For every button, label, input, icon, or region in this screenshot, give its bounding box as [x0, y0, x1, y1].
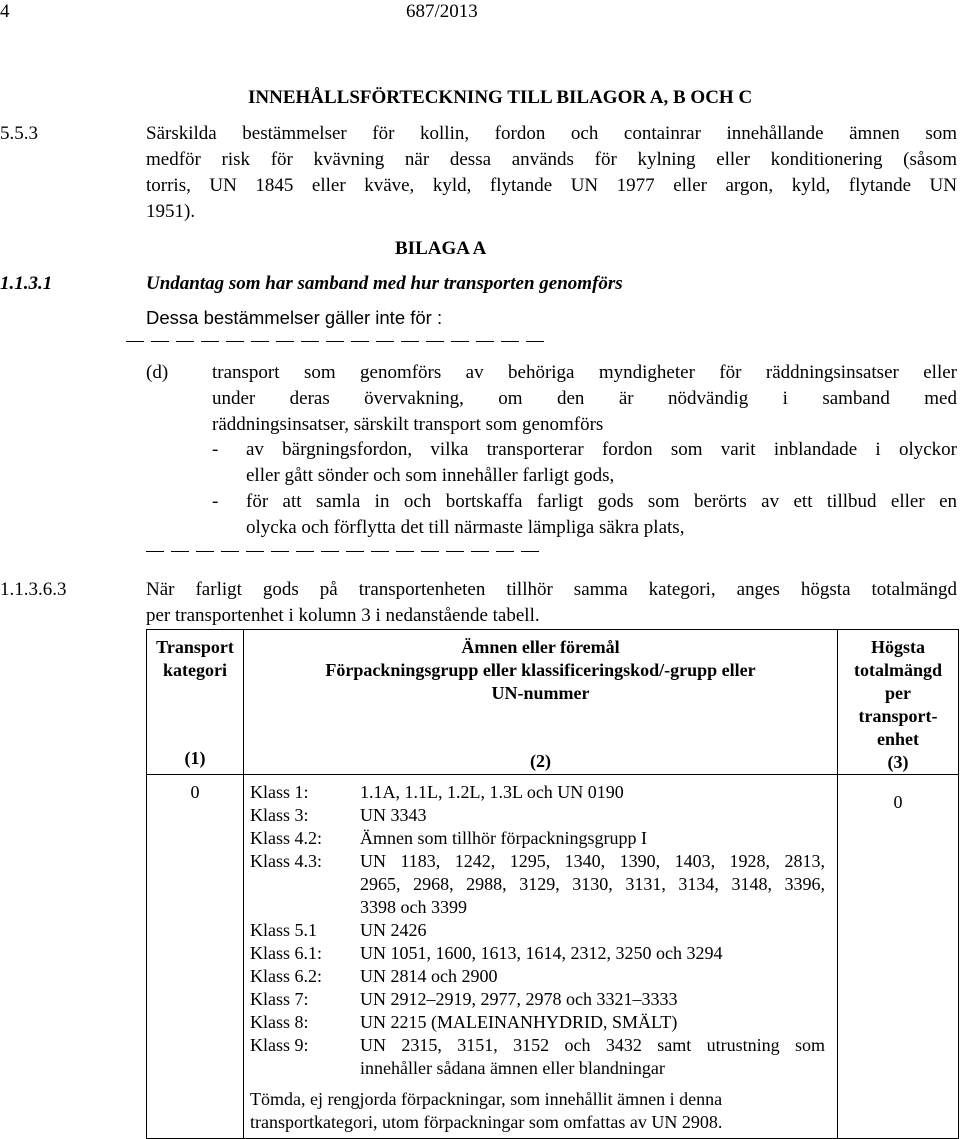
header-text: Ämnen eller föremål	[461, 637, 620, 657]
section-number-1-1-3-6-3: 1.1.3.6.3	[0, 579, 67, 600]
substances-cell	[244, 775, 838, 1139]
class-value-block	[360, 1034, 837, 1080]
page-number: 4	[0, 1, 10, 22]
section-5-5-3-line: 1951).	[146, 201, 196, 222]
note-line: transportkategori, utom förpackningar som omfattas av UN 2908.	[250, 1112, 723, 1132]
column-number: (2)	[530, 751, 551, 771]
header-text: Högsta	[871, 637, 925, 657]
omission-dashes-bottom	[146, 551, 539, 552]
item-d-line: transport som genomförs av behöriga myndigheter för räddningsinsatser eller	[212, 362, 957, 383]
class-value: UN 2912–2919, 2977, 2978 och 3321–3333	[360, 989, 678, 1009]
empty-packaging-note	[244, 1080, 837, 1134]
item-d-line: under deras övervakning, om den är nödvändig i samband med	[212, 388, 957, 409]
class-entry	[244, 827, 837, 850]
bullet-dash: -	[212, 439, 219, 460]
class-label: Klass 4.2:	[250, 828, 322, 848]
category-cell: 0	[147, 775, 244, 1139]
class-label: Klass 4.3:	[250, 851, 322, 871]
bullet-line: olycka och förflytta det till närmaste lämpliga säkra plats,	[246, 517, 685, 538]
table-header-row	[147, 630, 959, 775]
class-entry	[244, 804, 837, 827]
section-number-1-1-3-1: 1.1.3.1	[0, 273, 53, 294]
class-value: 2965, 2968, 2988, 3129, 3130, 3131, 3134, 3148, 3396,	[360, 874, 825, 894]
class-value: UN 2215 (MALEINANHYDRID, SMÄLT)	[360, 1012, 678, 1032]
class-value: UN 3343	[360, 805, 427, 825]
class-entry	[244, 781, 837, 804]
class-label: Klass 3:	[250, 805, 309, 825]
class-entry	[244, 942, 837, 965]
class-value: Ämnen som tillhör förpackningsgrupp I	[360, 828, 647, 848]
item-d-label: (d)	[146, 362, 169, 383]
page-title: INNEHÅLLSFÖRTECKNING TILL BILAGOR A, B OCH C	[248, 87, 753, 108]
class-value: UN 2315, 3151, 3152 och 3432 samt utrustning som	[360, 1035, 825, 1055]
column-number: (1)	[184, 748, 206, 768]
header-text: UN-nummer	[491, 683, 590, 703]
class-entry	[244, 1034, 837, 1080]
section-5-5-3-line: torris, UN 1845 eller kväve, kyld, flytande UN 1977 eller argon, kyld, flytande UN	[146, 175, 957, 196]
section-number-5-5-3: 5.5.3	[0, 123, 38, 144]
header-cell-substances	[244, 630, 838, 775]
header-text: kategori	[163, 660, 227, 680]
bullet-line: för att samla in och bortskaffa farligt gods som berörts av ett tillbud eller en	[246, 491, 957, 512]
header-text: totalmängd	[853, 660, 942, 680]
header-text: transport-	[858, 706, 938, 726]
annex-heading: BILAGA A	[395, 238, 487, 259]
class-value: innehåller sådana ämnen eller blandningar	[360, 1058, 665, 1078]
column-number: (3)	[887, 752, 909, 772]
table-row	[147, 775, 959, 1139]
class-entry	[244, 919, 837, 942]
class-entry	[244, 965, 837, 988]
max-quantity-cell: 0	[838, 775, 959, 1139]
bullet-dash: -	[212, 491, 219, 512]
item-d-line: räddningsinsatser, särskilt transport som genomförs	[212, 414, 604, 435]
class-value: UN 2814 och 2900	[360, 966, 498, 986]
header-text: Förpackningsgrupp eller klassificeringskod/-grupp eller	[325, 660, 756, 680]
class-label: Klass 5.1	[250, 920, 317, 940]
class-value: UN 1051, 1600, 1613, 1614, 2312, 3250 och 3294	[360, 943, 723, 963]
class-label: Klass 8:	[250, 1012, 309, 1032]
class-label: Klass 1:	[250, 782, 309, 802]
header-text: enhet	[877, 729, 919, 749]
intro-text: Dessa bestämmelser gäller inte för :	[146, 307, 443, 328]
omission-dashes-top	[126, 341, 544, 342]
class-label: Klass 7:	[250, 989, 309, 1009]
class-value: UN 1183, 1242, 1295, 1340, 1390, 1403, 1928, 2813,	[360, 851, 825, 871]
section-1-1-3-6-3-line: När farligt gods på transportenheten tillhör samma kategori, anges högsta totalmängd	[146, 579, 957, 600]
header-cell-max-quantity	[838, 630, 959, 775]
document-reference: 687/2013	[406, 1, 478, 22]
class-label: Klass 9:	[250, 1035, 309, 1055]
class-entry	[244, 1011, 837, 1034]
class-entry	[244, 988, 837, 1011]
section-5-5-3-line: Särskilda bestämmelser för kollin, fordon och containrar innehållande ämnen som	[146, 123, 957, 144]
section-5-5-3-line: medför risk för kvävning när dessa används för kylning eller konditionering (såsom	[146, 149, 957, 170]
section-1-1-3-6-3-line: per transportenhet i kolumn 3 i nedanstående tabell.	[146, 605, 540, 626]
transport-category-table	[146, 629, 959, 1139]
class-value: 1.1A, 1.1L, 1.2L, 1.3L och UN 0190	[360, 782, 624, 802]
class-entry	[244, 850, 837, 919]
header-text: per	[885, 683, 911, 703]
header-text: Transport	[156, 637, 234, 657]
class-label: Klass 6.2:	[250, 966, 322, 986]
bullet-line: eller gått sönder och som innehåller farligt gods,	[246, 465, 615, 486]
class-value: 3398 och 3399	[360, 897, 467, 917]
class-label: Klass 6.1:	[250, 943, 322, 963]
header-cell-category	[147, 630, 244, 775]
class-value: UN 2426	[360, 920, 427, 940]
section-1-1-3-1-title: Undantag som har samband med hur transporten genomförs	[146, 273, 623, 294]
class-value-block	[360, 850, 837, 919]
bullet-line: av bärgningsfordon, vilka transporterar fordon som varit inblandade i olyckor	[246, 439, 957, 460]
note-line: Tömda, ej rengjorda förpackningar, som innehållit ämnen i denna	[250, 1089, 723, 1109]
